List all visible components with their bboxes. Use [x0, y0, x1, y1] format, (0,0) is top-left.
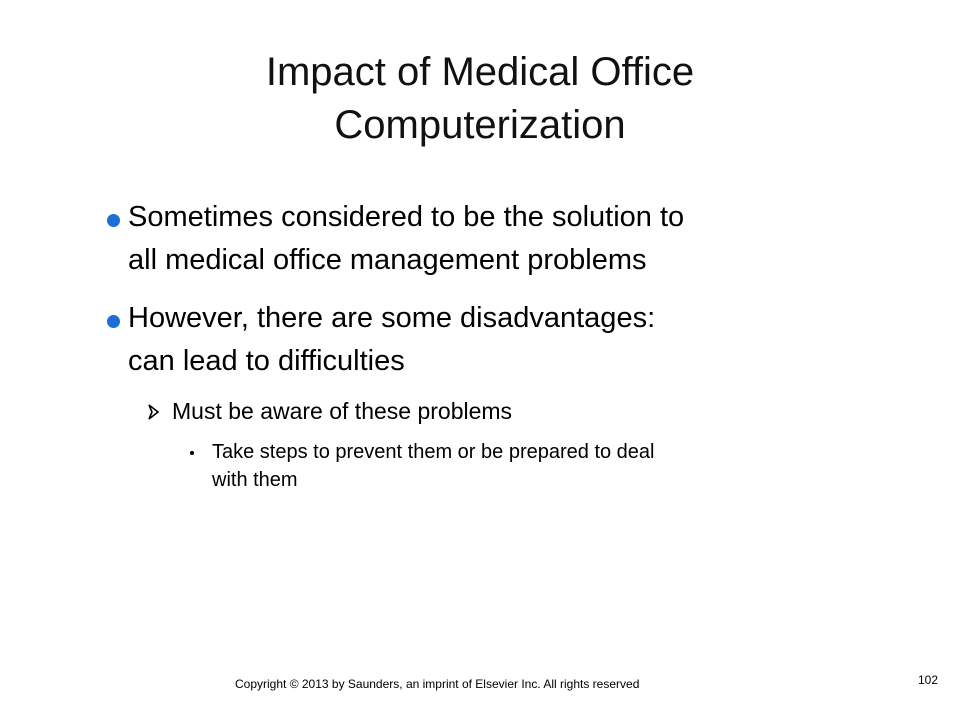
footer-copyright: Copyright © 2013 by Saunders, an imprint of Elsevier Inc. All rights reserved	[235, 677, 640, 691]
bullet-item-2	[128, 297, 858, 383]
bullet-dot-icon	[107, 315, 120, 328]
bullet-item-1	[128, 196, 858, 282]
bullet-item-1-line-2: all medical office management problems	[128, 244, 647, 276]
arrow-bullet-icon	[146, 403, 160, 421]
sub-sub-bullet-line-1: Take steps to prevent them or be prepared to deal	[212, 441, 655, 463]
slide-title-line-1: Impact of Medical Office	[265, 50, 695, 94]
bullet-item-2-line-2: can lead to difficulties	[128, 345, 405, 377]
small-dot-bullet-icon	[190, 451, 194, 455]
bullet-item-1-line-1: Sometimes considered to be the solution to	[128, 201, 685, 233]
page-number: 102	[918, 673, 939, 687]
bullet-item-2-line-1: However, there are some disadvantages:	[128, 302, 656, 334]
bullet-dot-icon	[107, 214, 120, 227]
sub-bullet-item: Must be aware of these problems	[172, 398, 513, 424]
sub-sub-bullet-item	[212, 438, 822, 494]
slide-title-line-2: Computerization	[334, 103, 626, 147]
sub-sub-bullet-line-2: with them	[212, 469, 298, 491]
